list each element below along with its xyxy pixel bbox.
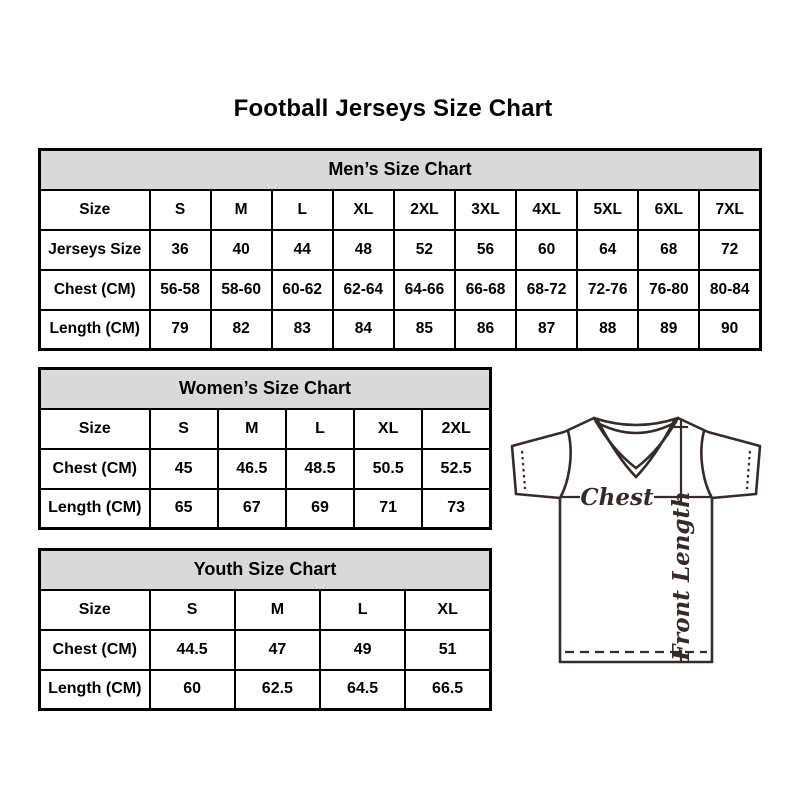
size-value-cell: 44 bbox=[272, 230, 333, 270]
size-value-cell: 88 bbox=[577, 310, 638, 350]
chest-measure-label: Chest bbox=[580, 484, 654, 511]
table-row bbox=[40, 310, 761, 350]
youth-size-table bbox=[38, 548, 492, 711]
size-value-cell: 79 bbox=[150, 310, 211, 350]
jersey-illustration bbox=[508, 410, 768, 665]
page-title: Football Jerseys Size Chart bbox=[233, 95, 553, 122]
size-column-header: L bbox=[272, 190, 333, 230]
size-value-cell: 60-62 bbox=[272, 270, 333, 310]
size-column-header: XL bbox=[333, 190, 394, 230]
size-value-cell: 36 bbox=[150, 230, 211, 270]
size-value-cell: 62-64 bbox=[333, 270, 394, 310]
size-value-cell: 68 bbox=[638, 230, 699, 270]
size-column-header: S bbox=[150, 590, 235, 630]
size-column-header: XL bbox=[354, 409, 422, 449]
table-row bbox=[40, 590, 491, 630]
table-row bbox=[40, 409, 491, 449]
size-value-cell: 89 bbox=[638, 310, 699, 350]
size-row-header: Size bbox=[40, 409, 150, 449]
youth-table-title: Youth Size Chart bbox=[40, 550, 491, 590]
row-label: Length (CM) bbox=[40, 489, 150, 529]
collar-back-line-2 bbox=[596, 422, 676, 433]
size-value-cell: 58-60 bbox=[211, 270, 272, 310]
size-value-cell: 82 bbox=[211, 310, 272, 350]
size-value-cell: 68-72 bbox=[516, 270, 577, 310]
mens-size-table bbox=[38, 148, 762, 351]
size-value-cell: 66.5 bbox=[405, 670, 490, 710]
row-label: Chest (CM) bbox=[40, 449, 150, 489]
table-row bbox=[40, 489, 491, 529]
size-value-cell: 76-80 bbox=[638, 270, 699, 310]
size-value-cell: 80-84 bbox=[699, 270, 760, 310]
womens-table-title: Women’s Size Chart bbox=[40, 369, 491, 409]
size-value-cell: 69 bbox=[286, 489, 354, 529]
size-value-cell: 72 bbox=[699, 230, 760, 270]
size-value-cell: 62.5 bbox=[235, 670, 320, 710]
size-value-cell: 48 bbox=[333, 230, 394, 270]
table-row bbox=[40, 270, 761, 310]
table-row bbox=[40, 190, 761, 230]
size-column-header: 6XL bbox=[638, 190, 699, 230]
collar-back-line-1 bbox=[594, 418, 678, 425]
size-column-header: 4XL bbox=[516, 190, 577, 230]
table-row bbox=[40, 630, 491, 670]
size-value-cell: 66-68 bbox=[455, 270, 516, 310]
mens-table-title: Men’s Size Chart bbox=[40, 150, 761, 190]
womens-size-table bbox=[38, 367, 492, 530]
size-value-cell: 64 bbox=[577, 230, 638, 270]
size-value-cell: 60 bbox=[516, 230, 577, 270]
size-column-header: S bbox=[150, 409, 218, 449]
size-value-cell: 64-66 bbox=[394, 270, 455, 310]
size-column-header: 2XL bbox=[422, 409, 490, 449]
size-column-header: M bbox=[218, 409, 286, 449]
size-value-cell: 40 bbox=[211, 230, 272, 270]
size-column-header: L bbox=[320, 590, 405, 630]
row-label: Length (CM) bbox=[40, 670, 150, 710]
size-column-header: 7XL bbox=[699, 190, 760, 230]
size-value-cell: 52 bbox=[394, 230, 455, 270]
size-value-cell: 60 bbox=[150, 670, 235, 710]
row-label: Length (CM) bbox=[40, 310, 150, 350]
front-length-measure-label: Front Length bbox=[668, 491, 695, 661]
size-value-cell: 72-76 bbox=[577, 270, 638, 310]
womens-table-header-row bbox=[40, 369, 491, 409]
size-value-cell: 48.5 bbox=[286, 449, 354, 489]
jersey-measurement-diagram bbox=[508, 410, 768, 665]
size-column-header: M bbox=[211, 190, 272, 230]
youth-table-header-row bbox=[40, 550, 491, 590]
size-value-cell: 73 bbox=[422, 489, 490, 529]
size-column-header: 5XL bbox=[577, 190, 638, 230]
size-value-cell: 56-58 bbox=[150, 270, 211, 310]
size-value-cell: 46.5 bbox=[218, 449, 286, 489]
table-row bbox=[40, 670, 491, 710]
right-cuff-seam bbox=[747, 451, 750, 489]
size-value-cell: 85 bbox=[394, 310, 455, 350]
size-column-header: 3XL bbox=[455, 190, 516, 230]
size-value-cell: 49 bbox=[320, 630, 405, 670]
size-value-cell: 90 bbox=[699, 310, 760, 350]
size-value-cell: 84 bbox=[333, 310, 394, 350]
size-column-header: 2XL bbox=[394, 190, 455, 230]
size-value-cell: 47 bbox=[235, 630, 320, 670]
size-column-header: L bbox=[286, 409, 354, 449]
size-value-cell: 44.5 bbox=[150, 630, 235, 670]
left-cuff-seam bbox=[522, 451, 525, 489]
size-value-cell: 86 bbox=[455, 310, 516, 350]
size-value-cell: 51 bbox=[405, 630, 490, 670]
row-label: Jerseys Size bbox=[40, 230, 150, 270]
row-label: Chest (CM) bbox=[40, 630, 150, 670]
size-column-header: S bbox=[150, 190, 211, 230]
size-value-cell: 83 bbox=[272, 310, 333, 350]
right-sleeve-outline bbox=[678, 418, 760, 498]
size-value-cell: 52.5 bbox=[422, 449, 490, 489]
row-label: Chest (CM) bbox=[40, 270, 150, 310]
size-value-cell: 67 bbox=[218, 489, 286, 529]
right-armhole-seam bbox=[701, 431, 712, 498]
size-value-cell: 56 bbox=[455, 230, 516, 270]
size-value-cell: 50.5 bbox=[354, 449, 422, 489]
size-row-header: Size bbox=[40, 590, 150, 630]
size-row-header: Size bbox=[40, 190, 150, 230]
table-row bbox=[40, 449, 491, 489]
size-column-header: XL bbox=[405, 590, 490, 630]
size-value-cell: 64.5 bbox=[320, 670, 405, 710]
size-column-header: M bbox=[235, 590, 320, 630]
table-row bbox=[40, 230, 761, 270]
size-value-cell: 65 bbox=[150, 489, 218, 529]
left-armhole-seam bbox=[560, 431, 571, 498]
size-value-cell: 87 bbox=[516, 310, 577, 350]
size-value-cell: 71 bbox=[354, 489, 422, 529]
mens-table-header-row bbox=[40, 150, 761, 190]
size-value-cell: 45 bbox=[150, 449, 218, 489]
